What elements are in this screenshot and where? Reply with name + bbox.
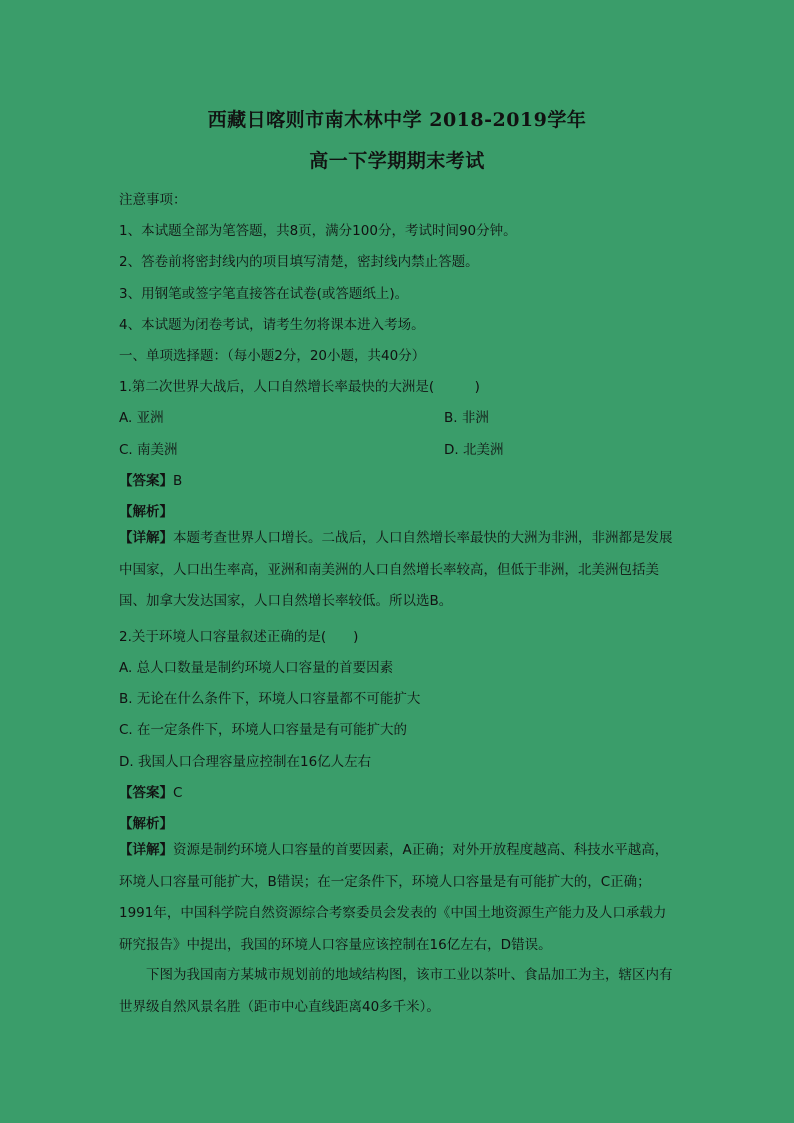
exam-title-line1: 西藏日喀则市南木林中学 2018-2019学年 bbox=[207, 109, 587, 131]
notice-item-1: 1、本试题全部为笔答题，共8页，满分100分，考试时间90分钟。 bbox=[119, 223, 517, 239]
question-2-option-c: C. 在一定条件下，环境人口容量是有可能扩大的 bbox=[119, 722, 408, 738]
detail-tag: 【详解】 bbox=[119, 530, 173, 546]
question-2-option-a: A. 总人口数量是制约环境人口容量的首要因素 bbox=[119, 660, 394, 676]
notice-item-4: 4、本试题为闭卷考试，请考生勿将课本进入考场。 bbox=[119, 317, 425, 333]
question-2-detail bbox=[119, 835, 677, 961]
notice-heading: 注意事项： bbox=[119, 192, 187, 208]
question-2-stem: 2.关于环境人口容量叙述正确的是( ) bbox=[119, 629, 359, 645]
analysis-tag: 【解析】 bbox=[119, 816, 173, 832]
section-heading: 一、单项选择题：（每小题2分，20小题，共40分） bbox=[119, 348, 426, 364]
question-1-stem: 1.第二次世界大战后，人口自然增长率最快的大洲是( ) bbox=[119, 379, 480, 395]
detail-text: 本题考查世界人口增长。二战后，人口自然增长率最快的大洲为非洲，非洲都是发展中国家，人口出生率高，亚洲和南美洲的人口自然增长率较高，但低于非洲，北美洲包括美国、加拿大发达国家，人口自然增长率较低。所以选B。 bbox=[119, 530, 673, 609]
question-1-answer bbox=[119, 469, 182, 489]
question-1-option-a: A. 亚洲 bbox=[119, 410, 164, 426]
notice-item-2: 2、答卷前将密封线内的项目填写清楚，密封线内禁止答题。 bbox=[119, 254, 479, 270]
question-1-option-d: D. 北美洲 bbox=[444, 442, 504, 458]
detail-text: 资源是制约环境人口容量的首要因素，A正确；对外开放程度越高、科技水平越高，环境人口容量可能扩大，B错误；在一定条件下，环境人口容量是有可能扩大的，C正确；1991年，中国科学院自然资源综合考察委员会发表的《中国土地资源生产能力及人口承载力研究报告》中提出，我国的环境人口容量应该控制在16亿左右，D错误。 bbox=[119, 842, 669, 953]
question-2-option-b: B. 无论在什么条件下，环境人口容量都不可能扩大 bbox=[119, 691, 421, 707]
question-2-answer bbox=[119, 781, 182, 801]
question-2-analysis-tag bbox=[119, 812, 173, 832]
question-2-option-d: D. 我国人口合理容量应控制在16亿人左右 bbox=[119, 754, 372, 770]
detail-tag: 【详解】 bbox=[119, 842, 173, 858]
answer-tag: 【答案】 bbox=[119, 473, 173, 489]
passage-intro: 下图为我国南方某城市规划前的地域结构图，该市工业以茶叶、食品加工为主，辖区内有世界级自然风景名胜（距市中心直线距离40多千米）。 bbox=[119, 967, 673, 1015]
question-1-option-b: B. 非洲 bbox=[444, 410, 489, 426]
question-1-option-c: C. 南美洲 bbox=[119, 442, 178, 458]
answer-tag: 【答案】 bbox=[119, 785, 173, 801]
notice-item-3: 3、用钢笔或签字笔直接答在试卷(或答题纸上)。 bbox=[119, 286, 409, 302]
answer-value: C bbox=[173, 785, 183, 801]
exam-title-line2: 高一下学期期末考试 bbox=[309, 150, 485, 172]
question-1-analysis-tag bbox=[119, 500, 173, 520]
question-1-detail bbox=[119, 523, 677, 618]
answer-value: B bbox=[173, 473, 183, 489]
analysis-tag: 【解析】 bbox=[119, 504, 173, 520]
